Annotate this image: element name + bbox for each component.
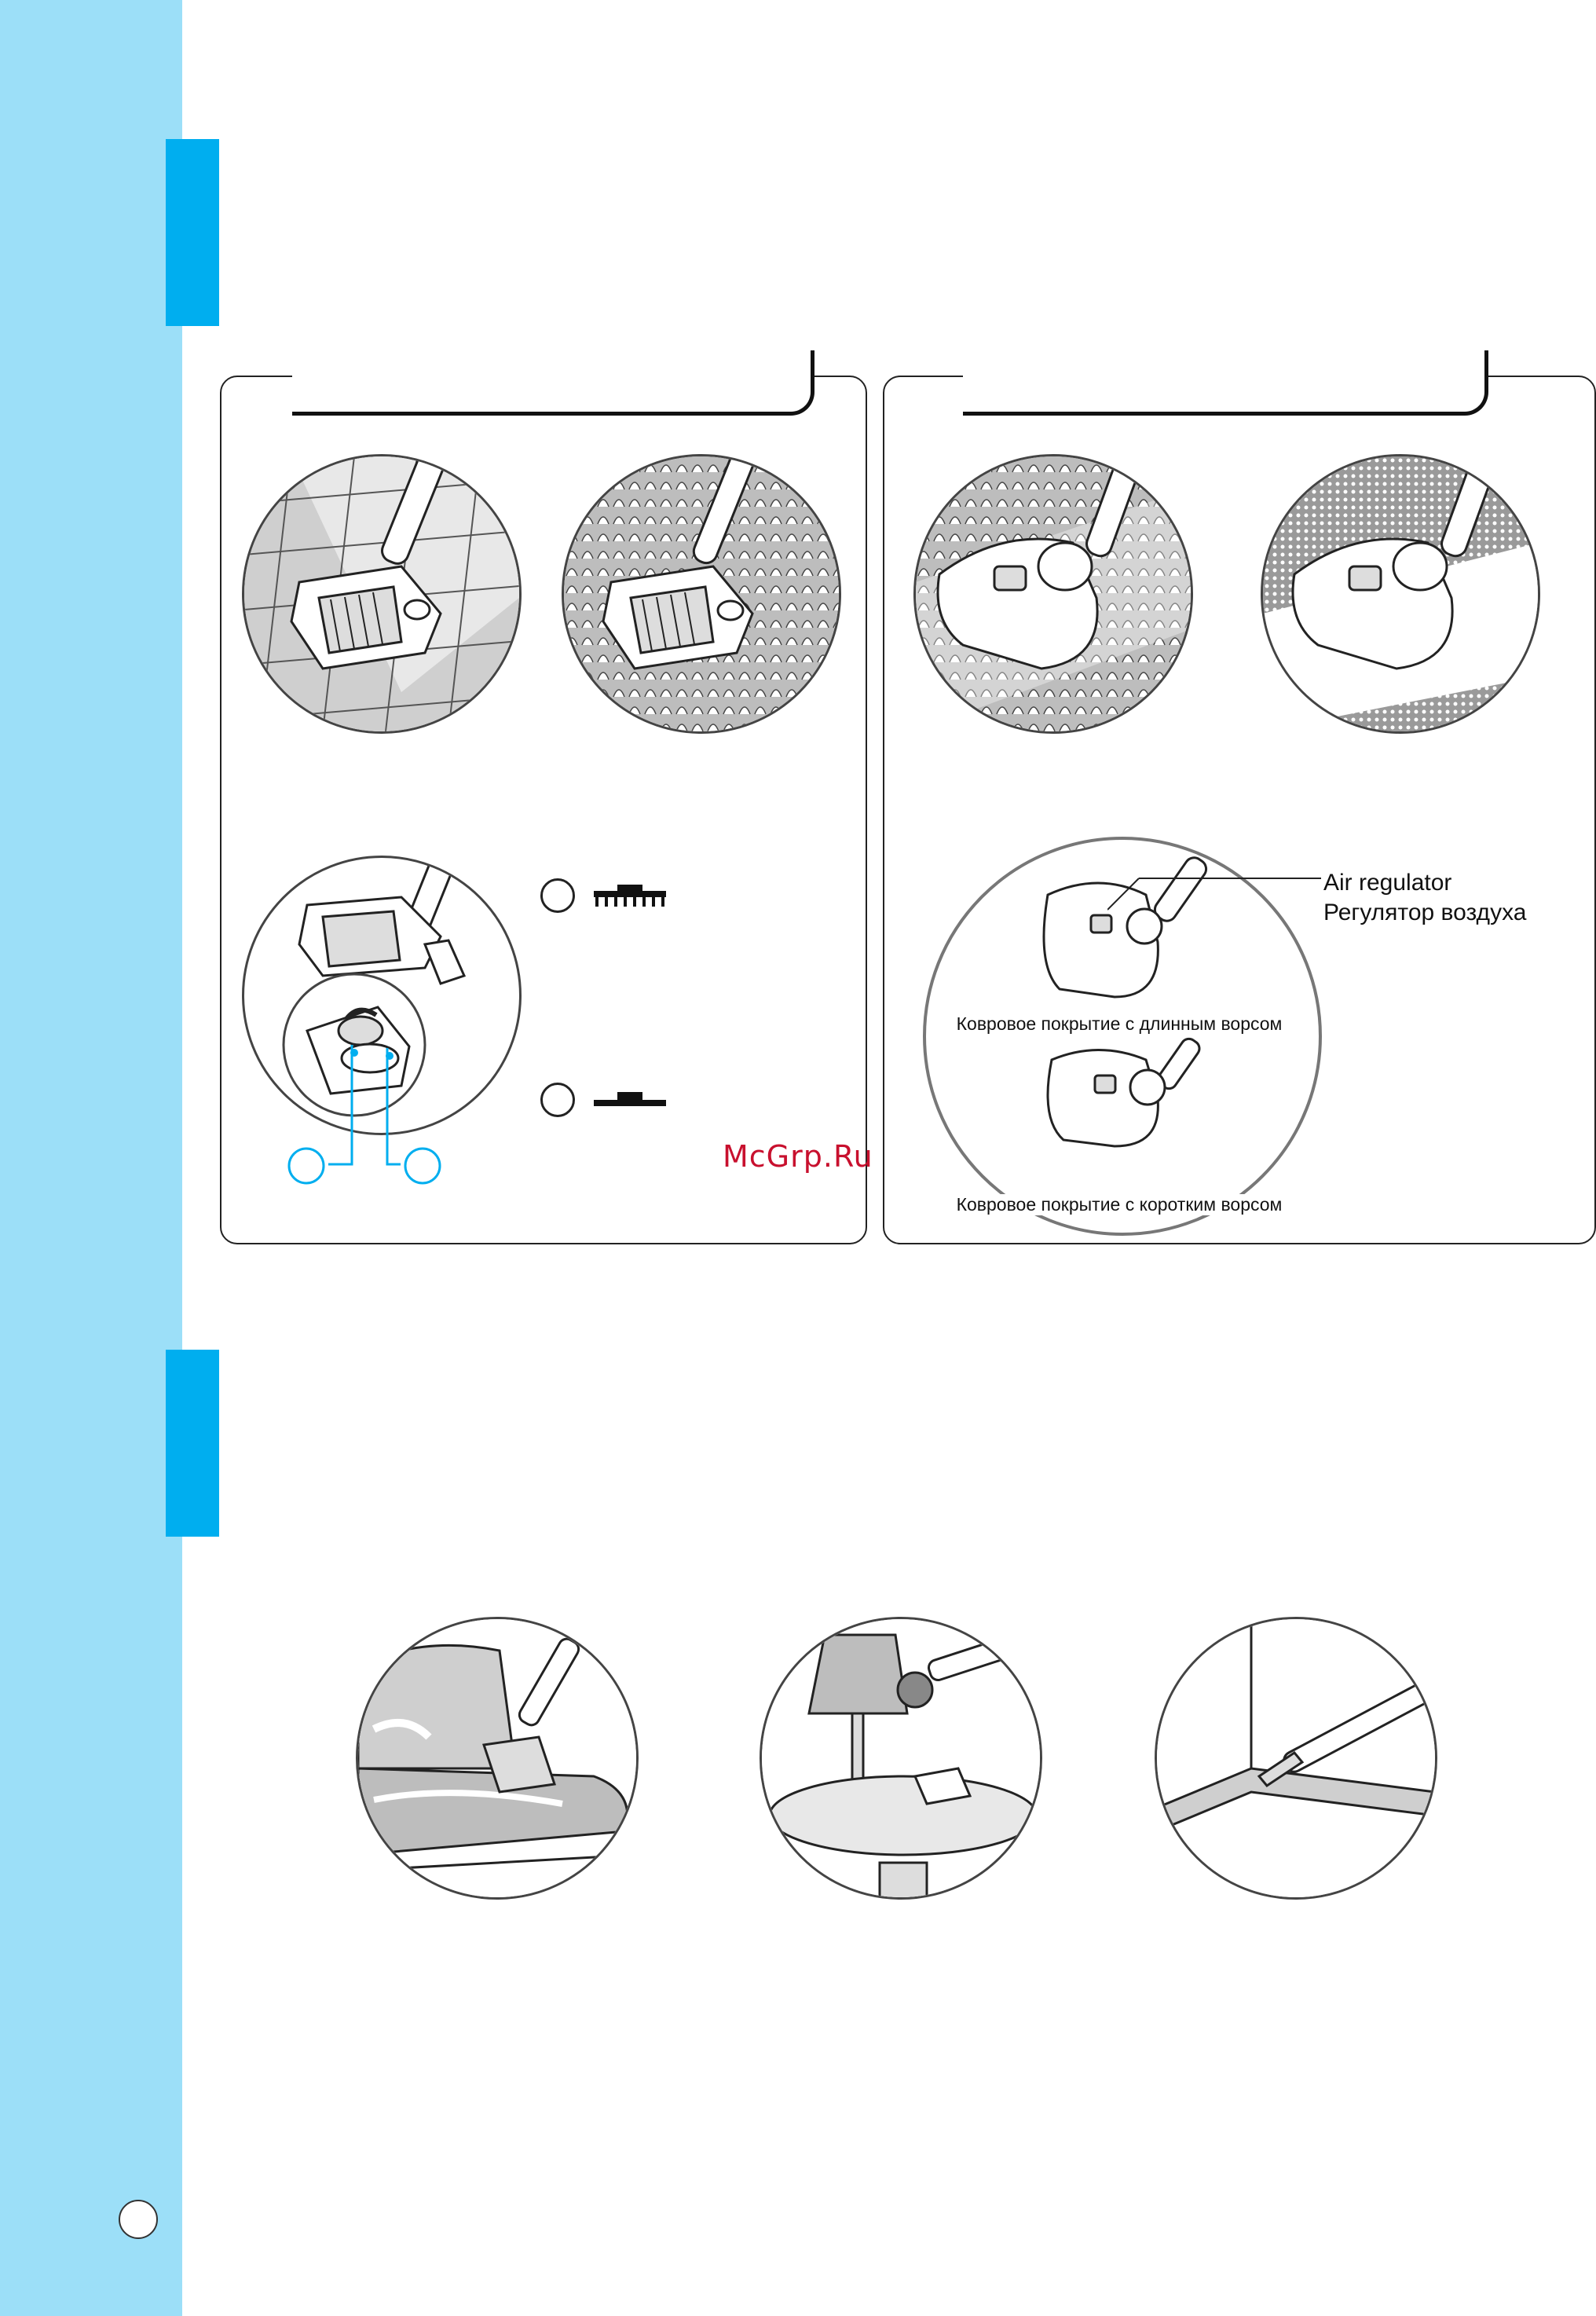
setting-1-circle (540, 878, 575, 913)
side-strip (0, 0, 182, 2316)
section-tab-accessories (166, 1350, 219, 1537)
short-pile-label: Ковровое покрытие с коротким ворсом (952, 1194, 1287, 1215)
hard-floor-scene (242, 454, 522, 734)
upholstery-tool-scene (356, 1617, 639, 1900)
crevice-tool-scene (1155, 1617, 1437, 1900)
long-pile-label: Ковровое покрытие с длинным ворсом (952, 1013, 1287, 1035)
pedal-callout-lines (283, 1037, 456, 1194)
turbo-short-pile-scene (1261, 454, 1540, 734)
panel-title-tab-right (963, 350, 1488, 416)
air-regulator-label-ru: Регулятор воздуха (1323, 900, 1527, 925)
setting-2-circle (540, 1083, 575, 1117)
section-tab-floor-tools (166, 139, 219, 326)
dusting-brush-scene (760, 1617, 1042, 1900)
page-number (119, 2200, 158, 2239)
carpet-scene (562, 454, 841, 734)
turbo-long-pile-scene (913, 454, 1193, 734)
watermark: McGrp.Ru (723, 1139, 873, 1174)
panel-title-tab-left (292, 350, 814, 416)
air-regulator-leader-line (1107, 864, 1327, 911)
air-regulator-label-en: Air regulator (1323, 870, 1452, 896)
brush-bristles-up-icon (594, 1089, 666, 1111)
brush-bristles-down-icon (594, 883, 666, 911)
